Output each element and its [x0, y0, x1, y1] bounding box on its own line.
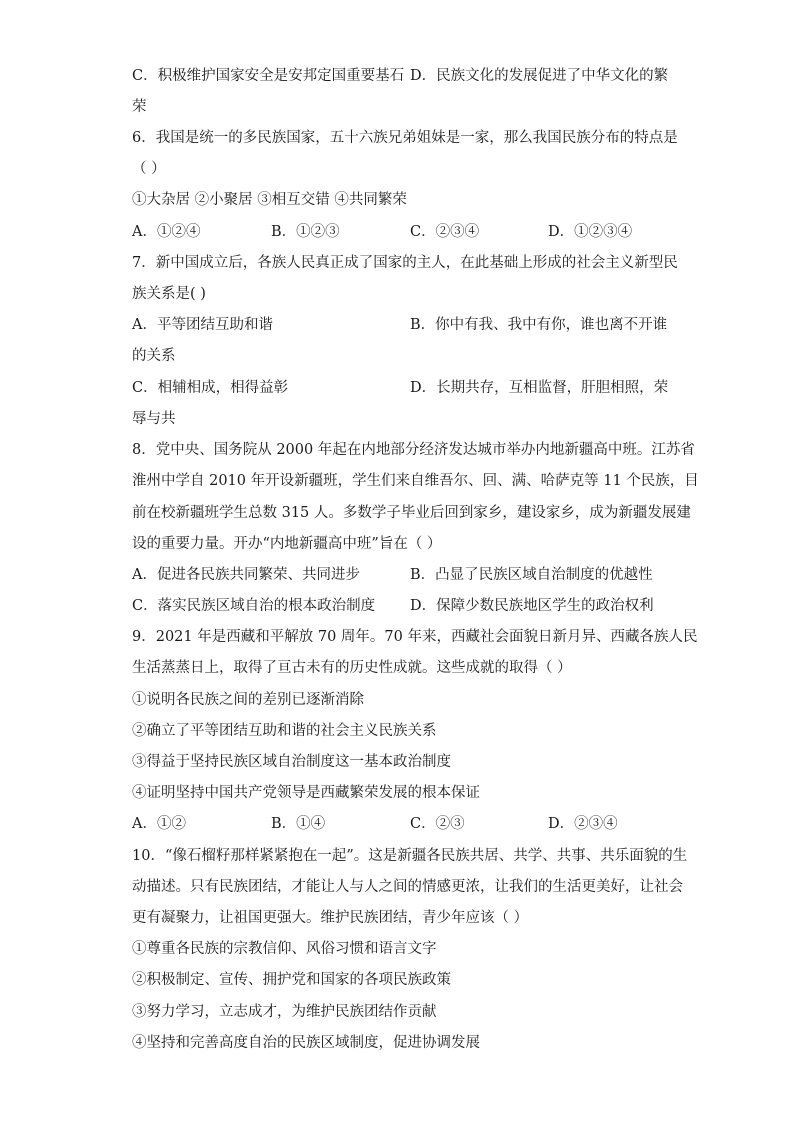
statement-2: ②确立了平等团结互助和谐的社会主义民族关系 — [132, 723, 437, 739]
statement-2: ②积极制定、宣传、拥护党和国家的各项民族政策 — [132, 972, 451, 988]
option-b-q6: B．①②③ — [271, 224, 340, 240]
option-d-q5: D．民族文化的发展促进了中华文化的繁 — [410, 68, 669, 84]
question-6: 6．我国是统一的多民族国家，五十六族兄弟姐妹是一家，那么我国民族分布的特点是 — [132, 130, 678, 146]
option-d-q9: D．②③④ — [548, 816, 618, 832]
statement-3: ③努力学习，立志成才，为维护民族团结作贡献 — [132, 1004, 437, 1020]
statement-list: ①大杂居 ②小聚居 ③相互交错 ④共同繁荣 — [132, 192, 407, 208]
question-9: 9．2021 年是西藏和平解放 70 周年。70 年来，西藏社会面貌日新月异、西藏各族人民 — [132, 629, 698, 645]
question-8-cont: 设的重要力量。开办“内地新疆高中班”旨在（ ） — [132, 536, 442, 552]
text-line: 辱与共 — [132, 411, 176, 427]
answer-blank: （ ） — [132, 161, 166, 177]
option-a-q8: A．促进各民族共同繁荣、共同进步 — [132, 567, 360, 583]
statement-4: ④坚持和完善高度自治的民族区域制度，促进协调发展 — [132, 1035, 480, 1051]
option-b-q7: B．你中有我、我中有你，谁也离不开谁 — [410, 317, 668, 333]
option-d-q7: D．长期共存，互相监督，肝胆相照，荣 — [410, 380, 669, 396]
question-10-cont: 更有凝聚力，让祖国更强大。维护民族团结，青少年应该（ ） — [132, 910, 529, 926]
question-7-cont: 族关系是( ) — [132, 286, 206, 302]
option-d-q6: D．①②③④ — [548, 224, 633, 240]
statement-1: ①说明各民族之间的差别已逐渐消除 — [132, 692, 364, 708]
option-c-q5: C．积极维护国家安全是安邦定国重要基石 — [132, 68, 405, 84]
question-8-cont: 淮州中学自 2010 年开设新疆班，学生们来自维吾尔、回、满、哈萨克等 11 个民族，目 — [132, 473, 699, 489]
question-9-cont: 生活蒸蒸日上，取得了亘古未有的历史性成就。这些成就的取得（ ） — [132, 660, 572, 676]
statement-3: ③得益于坚持民族区域自治制度这一基本政治制度 — [132, 754, 451, 770]
text-line: 的关系 — [132, 348, 176, 364]
option-a-q9: A．①② — [132, 816, 186, 832]
text-line: 荣 — [132, 99, 147, 115]
question-8: 8．党中央、国务院从 2000 年起在内地部分经济发达城市举办内地新疆高中班。江苏省 — [132, 442, 695, 458]
question-7: 7．新中国成立后，各族人民真正成了国家的主人，在此基础上形成的社会主义新型民 — [132, 255, 678, 271]
question-8-cont: 前在校新疆班学生总数 315 人。多数学子毕业后回到家乡，建设家乡，成为新疆发展建 — [132, 505, 691, 521]
option-c-q7: C．相辅相成，相得益彰 — [132, 380, 289, 396]
option-d-q8: D．保障少数民族地区学生的政治权利 — [410, 598, 654, 614]
option-c-q8: C．落实民族区域自治的根本政治制度 — [132, 598, 376, 614]
statement-1: ①尊重各民族的宗教信仰、风俗习惯和语言文字 — [132, 941, 437, 957]
statement-4: ④证明坚持中国共产党领导是西藏繁荣发展的根本保证 — [132, 785, 480, 801]
option-c-q9: C．②③ — [410, 816, 465, 832]
option-b-q9: B．①④ — [271, 816, 326, 832]
option-a-q6: A．①②④ — [132, 224, 201, 240]
option-c-q6: C．②③④ — [410, 224, 480, 240]
question-10: 10．“像石榴籽那样紧紧抱在一起”。这是新疆各民族共居、共学、共事、共乐面貌的生 — [132, 848, 688, 864]
question-10-cont: 动描述。只有民族团结，才能让人与人之间的情感更浓，让我们的生活更美好，让社会 — [132, 879, 683, 895]
option-a-q7: A．平等团结互助和谐 — [132, 317, 273, 333]
option-b-q8: B．凸显了民族区域自治制度的优越性 — [410, 567, 653, 583]
